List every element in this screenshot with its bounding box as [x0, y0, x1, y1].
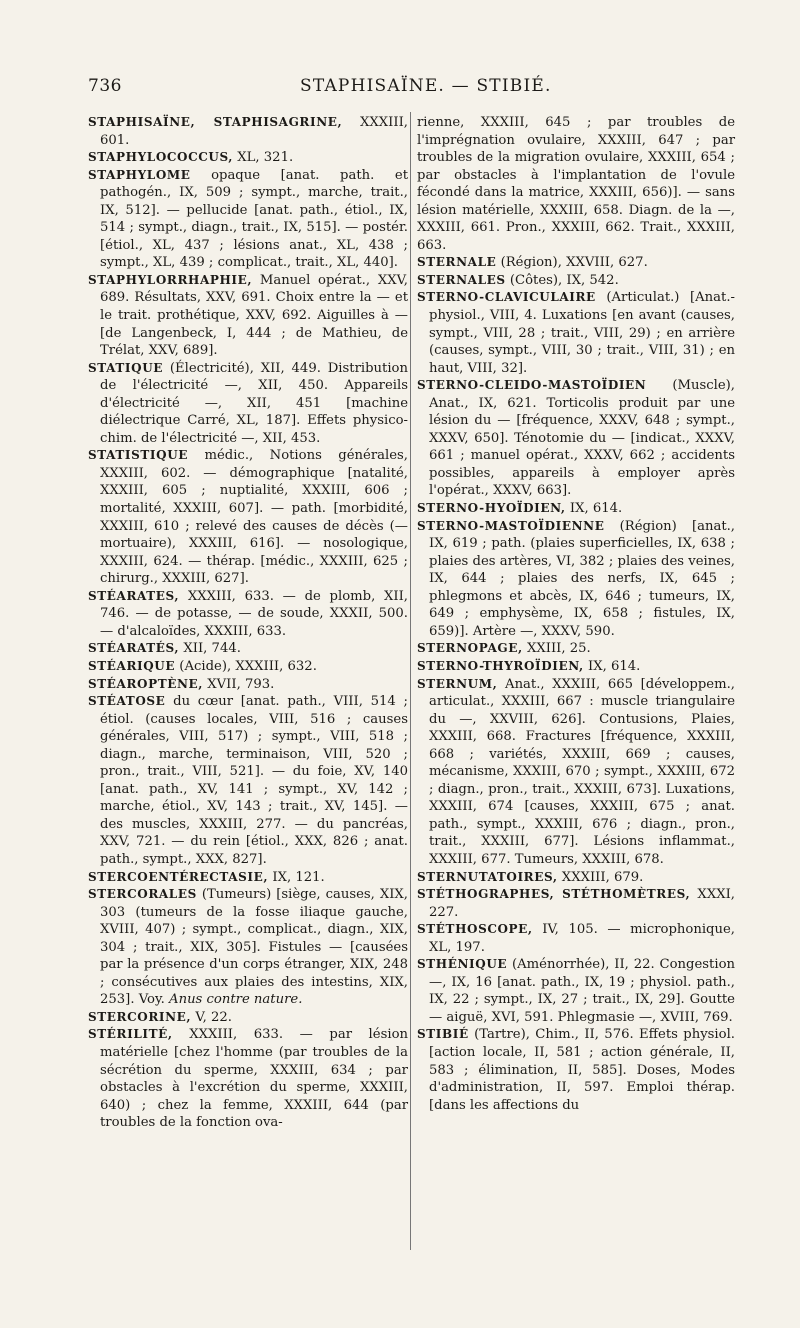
entry-headword: STAPHYLOME — [88, 167, 191, 182]
entry-text: (Articulat.) [Anat.-physiol., VIII, 4. Luxations [en avant (causes, sympt., VIII, 28 ; trait., VIII, 29) ; en arrière (causes, sympt., VIII, 30 ; trait., VIII, 31) ; en haut, VIII, 32]. — [429, 290, 735, 376]
index-entry — [417, 289, 735, 377]
index-entry — [88, 588, 408, 641]
column-divider — [410, 112, 411, 1250]
entry-headword: STERNO-HYOÏDIEN, — [417, 501, 566, 516]
index-entry — [88, 114, 408, 149]
entry-text: V, 22. — [191, 1009, 232, 1025]
entry-text: XXXI, 227. — [429, 887, 735, 920]
left-column — [88, 114, 408, 1132]
index-entry — [417, 640, 735, 658]
entry-text: (Électricité), XII, 449. Distribution de l'électricité —, XII, 450. Appareils d'électricité —, XII, 451 [machine diélectrique Carré, XL, 187]. Effets physico-chim. de l'électricité —, XII, 453. — [100, 360, 408, 446]
entry-headword: STERCORALES — [88, 887, 197, 902]
index-entry — [88, 693, 408, 868]
entry-text: médic., Notions générales, XXXIII, 602. — démographique [natalité, XXXIII, 605 ; nuptialité, XXXIII, 606 ; mortalité, XXXIII, 607]. — path. [morbidité, XXXIII, 610 ; relevé des causes de décès (— mortuaire), XXXIII, 616]. — nosologique, XXXIII, 624. — thérap. [médic., XXXIII, 625 ; chirurg., XXXIII, 627]. — [100, 448, 408, 587]
index-entry — [88, 869, 408, 887]
entry-headword: STAPHISAÏNE, STAPHISAGRINE, — [88, 115, 343, 129]
entry-text: XII, 744. — [179, 641, 241, 657]
entry-headword: STÉRILITÉ, — [88, 1027, 173, 1042]
entry-headword: STÉARATÉS, — [88, 641, 180, 656]
entry-text: Anat., XXXIII, 665 [développem., articulat., XXXIII, 667 : muscle triangulaire du —, XXVIII, 626]. Contusions, Plaies, XXXIII, 668. Fractures [fréquence, XXXIII, 668 ; variétés, XXXIII, 669 ; causes, mécanisme, XXXIII, 670 ; sympt., XXXIII, 672 ; diagn., pron., trait., XXXIII, 673]. Luxations, XXXIII, 674 [causes, XXXIII, 675 ; anat. path., sympt., XXXIII, 676 ; diagn., pron., trait., XXXIII, 677]. Lésions inflammat., XXXIII, 677. Tumeurs, XXXIII, 678. — [429, 676, 735, 867]
entry-headword: STAPHYLOCOCCUS, — [88, 150, 234, 165]
index-entry — [417, 254, 735, 272]
entry-headword: STERNO-CLEIDO-MASTOÏDIEN — [417, 378, 647, 393]
entry-text: IX, 614. — [583, 658, 641, 674]
entry-headword: STÉARIQUE — [88, 658, 176, 673]
entry-text: (Muscle), Anat., IX, 621. Torticolis produit par une lésion du — [fréquence, XXXV, 648 ; sympt., XXXV, 650]. Ténotomie du — [indicat., XXXV, 661 ; manuel opérat., XXXV, 662 ; accidents possibles, appareils à employer après l'opérat., XXXV, 663]. — [429, 378, 735, 499]
index-entry — [417, 956, 735, 1026]
entry-text: XL, 321. — [233, 150, 294, 166]
entry-text: du cœur [anat. path., VIII, 514 ; étiol. (causes locales, VIII, 516 ; causes générales, VIII, 517) ; sympt., VIII, 518 ; diagn., marche, terminaison, VIII, 520 ; pron., trait., VIII, 521]. — du foie, XV, 140 [anat. path., XV, 141 ; sympt., XV, 142 ; marche, étiol., XV, 143 ; trait., XV, 145]. — des muscles, XXXIII, 277. — du pancréas, XXV, 721. — du rein [étiol., XXX, 826 ; anat. path., sympt., XXX, 827]. — [100, 694, 408, 867]
entry-headword: STAPHYLORRHAPHIE, — [88, 272, 253, 287]
entry-text: (Aménorrhée), II, 22. Congestion —, IX, 16 [anat. path., IX, 19 ; physiol. path., IX, 22 ; sympt., IX, 27 ; trait., IX, 29]. Goutte — aiguë, XVI, 591. Phlegmasie —, XVIII, 769. — [429, 957, 735, 1025]
entry-text: Manuel opérat., XXV, 689. Résultats, XXV, 691. Choix entre la — et le trait. prothétique, XXV, 692. Aiguilles à — [de Langenbeck, I, 444 ; de Mathieu, de Trélat, XXV, 689]. — [100, 272, 408, 359]
index-entry — [417, 114, 735, 254]
index-entry — [417, 272, 735, 290]
index-entry — [88, 640, 408, 658]
index-entry — [417, 921, 735, 956]
entry-text: (Acide), XXXIII, 632. — [175, 658, 317, 674]
entry-text: XVII, 793. — [203, 676, 275, 692]
entry-text: (Côtes), IX, 542. — [505, 272, 619, 288]
index-entry — [417, 518, 735, 641]
index-entry — [417, 676, 735, 869]
entry-text: XXXIII, 633. — de plomb, XII, 746. — de potasse, — de soude, XXXII, 500. — d'alcaloïdes, XXXIII, 633. — [100, 588, 408, 639]
entry-headword: STERNO-THYROÏDIEN, — [417, 658, 584, 673]
entry-text: (Tumeurs) [siège, causes, XIX, 303 (tumeurs de la fosse iliaque gauche, XVIII, 407) ; sympt., complicat., diagn., XIX, 304 ; trait., XIX, 305]. Fistules — [causées par la présence d'un corps étranger, XIX, 248 ; consécutives aux plaies des intestins, XIX, 253]. Voy. — [100, 887, 408, 1008]
index-entry — [88, 1026, 408, 1131]
entry-text: XXXIII, 633. — par lésion matérielle [chez l'homme (par troubles de la sécrétion du sperme, XXXIII, 634 ; par obstacles à l'excrétion du sperme, XXXIII, 640) ; chez la femme, XXXIII, 644 (par troubles de la fonction ova- — [100, 1027, 408, 1131]
index-entry — [417, 1026, 735, 1114]
running-title: STAPHISAÏNE. — STIBIÉ. — [300, 76, 552, 96]
index-entry — [88, 658, 408, 676]
index-entry — [417, 886, 735, 921]
index-entry — [88, 676, 408, 694]
index-entry — [88, 1009, 408, 1027]
entry-headword: STHÉNIQUE — [417, 957, 508, 972]
entry-headword: STÉATOSE — [88, 694, 166, 709]
entry-text: XXXIII, 601. — [100, 115, 408, 148]
entry-headword: STIBIÉ — [417, 1027, 469, 1042]
entry-headword: STERCOENTÉRECTASIE, — [88, 869, 269, 884]
index-entry — [417, 658, 735, 676]
entry-headword: STERNUM, — [417, 676, 498, 691]
entry-text: (Région) [anat., IX, 619 ; path. (plaies superficielles, IX, 638 ; plaies des artères, VI, 382 ; plaies des veines, IX, 644 ; plaies des nerfs, IX, 645 ; phlegmons et abcès, IX, 646 ; tumeurs, IX, 649 ; emphysème, IX, 658 ; fistules, IX, 659)]. Artère —, XXXV, 590. — [429, 518, 735, 639]
page-number: 736 — [88, 76, 122, 96]
entry-headword: STERNALES — [417, 272, 506, 287]
entry-headword: STERNO-MASTOÏDIENNE — [417, 518, 605, 533]
entry-headword: STERNUTATOIRES, — [417, 869, 558, 884]
entry-text: (Région), XXVIII, 627. — [496, 255, 648, 271]
entry-headword: STERNALE — [417, 255, 497, 270]
entry-text: XXIII, 25. — [522, 641, 591, 657]
entry-text: IV, 105. — microphonique, XL, 197. — [429, 922, 735, 955]
index-entry — [417, 869, 735, 887]
entry-headword: STATIQUE — [88, 360, 164, 375]
index-entry — [88, 149, 408, 167]
index-entry — [88, 886, 408, 1009]
entry-headword: STATISTIQUE — [88, 448, 189, 463]
entry-headword: STERCORINE, — [88, 1009, 192, 1024]
entry-text: (Tartre), Chim., II, 576. Effets physiol. [action locale, II, 581 ; action générale, II, 583 ; élimination, II, 585]. Doses, Modes d'administration, II, 597. Emploi thérap. [dans les affections du — [429, 1027, 735, 1113]
entry-cross-reference: Anus contre nature. — [169, 992, 303, 1008]
index-entry — [88, 167, 408, 272]
entry-text: XXXIII, 679. — [557, 869, 644, 885]
entry-text: opaque [anat. path. et pathogén., IX, 509 ; sympt., marche, trait., IX, 512]. — pellucide [anat. path., étiol., IX, 514 ; sympt., diagn., trait., IX, 515]. — postér. [étiol., XL, 437 ; lésions anat., XL, 438 ; sympt., XL, 439 ; complicat., trait., XL, 440]. — [100, 167, 408, 271]
index-entry — [88, 272, 408, 360]
entry-headword: STÉTHOSCOPE, — [417, 922, 533, 937]
entry-headword: STÉAROPTÈNE, — [88, 676, 204, 691]
index-entry — [88, 360, 408, 448]
entry-headword: STÉTHOGRAPHES, STÉTHOMÈTRES, — [417, 887, 691, 902]
entry-headword: STÉARATES, — [88, 588, 180, 603]
right-column — [417, 114, 735, 1114]
index-entry — [88, 447, 408, 587]
entry-text: IX, 121. — [268, 869, 325, 885]
entry-headword: STERNO-CLAVICULAIRE — [417, 290, 596, 305]
entry-text: rienne, XXXIII, 645 ; par troubles de l'imprégnation ovulaire, XXXIII, 647 ; par troubles de la migration ovulaire, XXXIII, 654 ; par obstacles à l'implantation de l'ovule fécondé dans la matrice, XXXIII, 656)]. — sans lésion matérielle, XXXIII, 658. Diagn. de la —, XXXIII, 661. Pron., XXXIII, 662. Trait., XXXIII, 663. — [417, 115, 735, 253]
entry-text: IX, 614. — [565, 501, 623, 517]
index-entry — [417, 377, 735, 500]
index-entry — [417, 500, 735, 518]
entry-headword: STERNOPAGE, — [417, 641, 523, 656]
